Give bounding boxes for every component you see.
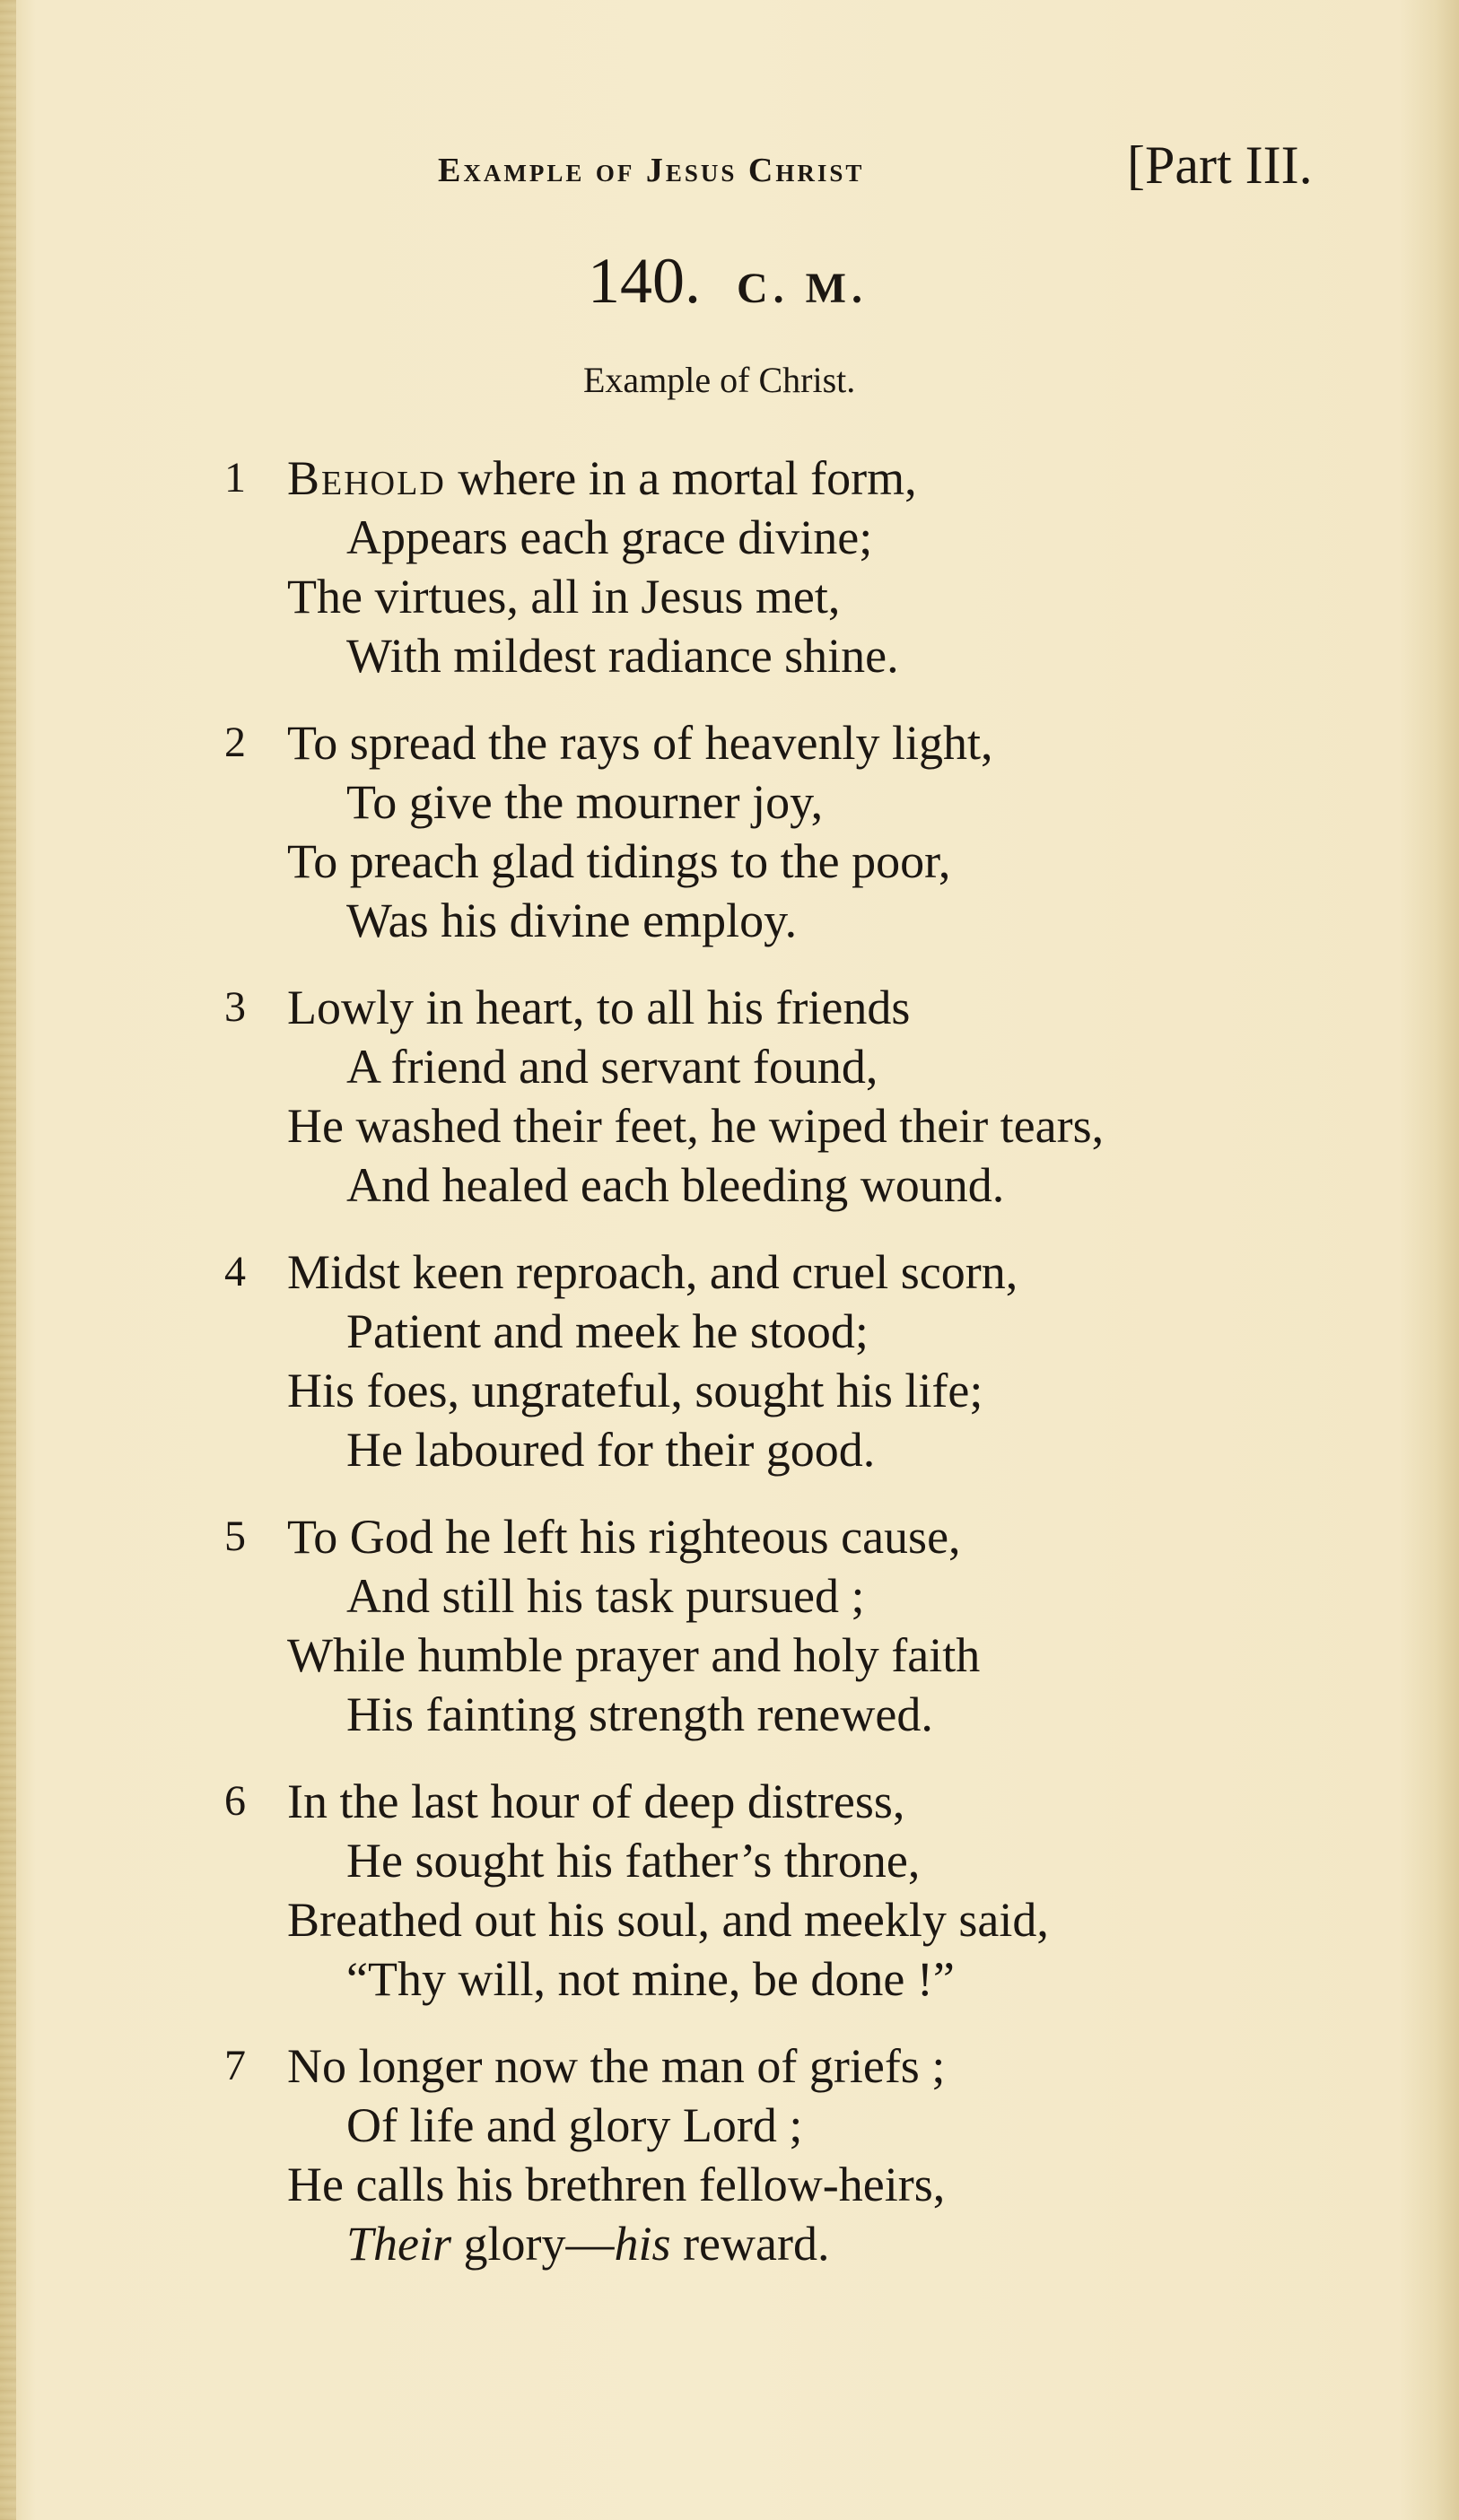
stanza-line: Patient and meek he stood; — [346, 1304, 869, 1358]
running-head-part: [Part III. — [1127, 135, 1313, 195]
stanza-line: To God he left his righteous cause, — [287, 1510, 961, 1564]
italic-word: Their — [346, 2217, 452, 2271]
stanza-number: 3 — [224, 983, 246, 1031]
stanza-line: His foes, ungrateful, sought his life; — [287, 1364, 983, 1417]
stanza-line — [346, 2214, 829, 2273]
stanza-line: To spread the rays of heavenly light, — [287, 716, 993, 770]
stanza-line: Lowly in heart, to all his friends — [287, 981, 911, 1034]
hymn-subtitle: Example of Christ. — [583, 360, 856, 400]
stanza-line: He sought his father’s throne, — [346, 1834, 921, 1888]
stanza-line: He washed their feet, he wiped their tears, — [287, 1099, 1105, 1153]
stanza-line: To give the mourner joy, — [346, 775, 824, 829]
stanza-line: A friend and servant found, — [346, 1040, 878, 1094]
stanza-line: To preach glad tidings to the poor, — [287, 834, 951, 888]
running-head — [438, 135, 1371, 206]
stanza-line: And still his task pursued ; — [346, 1569, 865, 1623]
stanza-line: He calls his brethren fellow-heirs, — [287, 2158, 946, 2211]
line-text: reward. — [670, 2217, 830, 2271]
stanza-line: Was his divine employ. — [346, 894, 798, 947]
stanza-number: 2 — [224, 719, 246, 766]
stanza-number: 7 — [224, 2042, 246, 2089]
first-word-small-caps: Behold — [287, 451, 446, 505]
stanza-number: 4 — [224, 1248, 246, 1295]
stanza-line: “Thy will, not mine, be done !” — [346, 1952, 955, 2006]
stanza-line: With mildest radiance shine. — [346, 629, 899, 683]
hymn-number: 140. — [588, 245, 701, 317]
stanza-line: While humble prayer and holy faith — [287, 1628, 981, 1682]
italic-word: his — [614, 2217, 671, 2271]
stanza-line: His fainting strength renewed. — [346, 1687, 933, 1741]
line-text: glory— — [451, 2217, 615, 2271]
page-binding-edge — [0, 0, 16, 2520]
stanza-line: The virtues, all in Jesus met, — [287, 570, 841, 623]
stanza-line — [287, 449, 917, 508]
line-text: where in a mortal form, — [445, 451, 917, 505]
stanza-number: 5 — [224, 1513, 246, 1560]
stanza-line: No longer now the man of griefs ; — [287, 2039, 946, 2093]
stanza-line: Of life and glory Lord ; — [346, 2098, 803, 2152]
hymn-meter: C. M. — [737, 265, 868, 312]
hymn-heading — [588, 244, 868, 318]
stanza-number: 6 — [224, 1777, 246, 1825]
stanza-number: 1 — [224, 454, 246, 501]
stanza-line: Appears each grace divine; — [346, 510, 873, 564]
stanza-line: In the last hour of deep distress, — [287, 1774, 905, 1828]
stanza-line: Midst keen reproach, and cruel scorn, — [287, 1245, 1018, 1299]
stanza-line: And healed each bleeding wound. — [346, 1158, 1005, 1212]
running-head-title: Example of Jesus Christ — [438, 152, 865, 189]
stanza-line: He laboured for their good. — [346, 1423, 876, 1477]
stanza-line: Breathed out his soul, and meekly said, — [287, 1893, 1049, 1947]
